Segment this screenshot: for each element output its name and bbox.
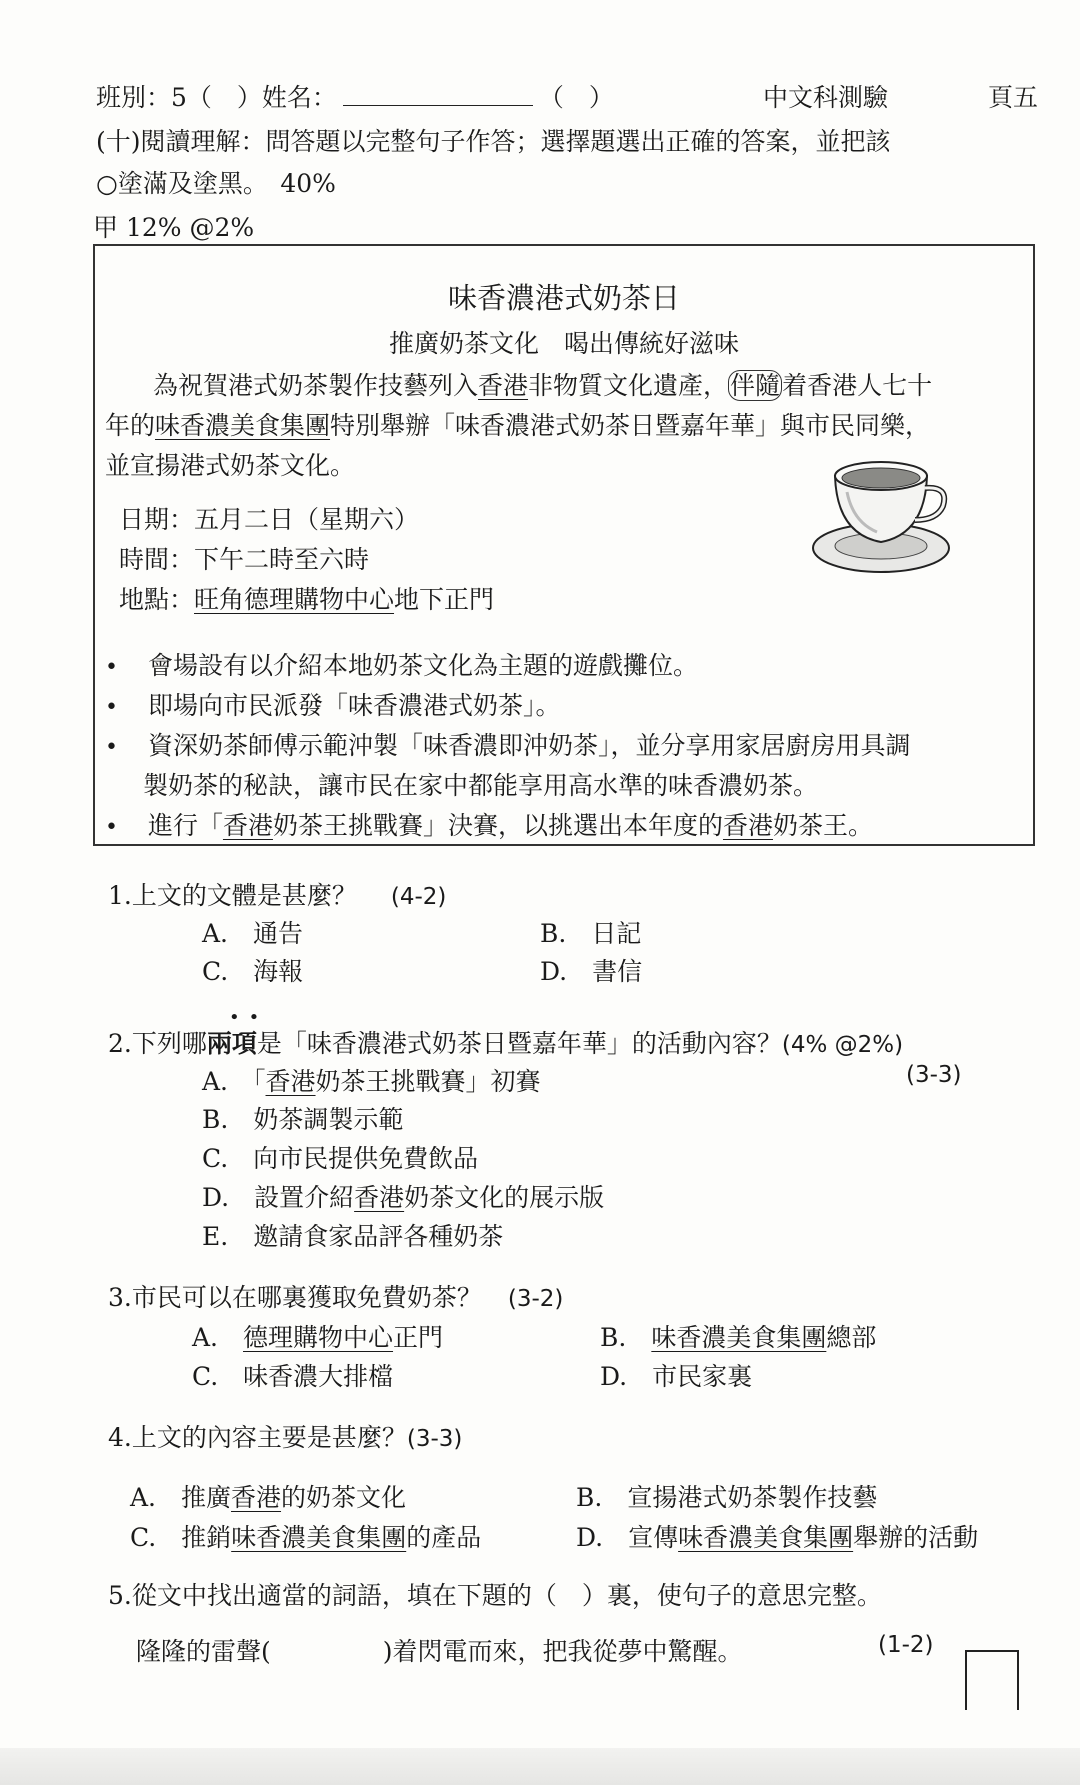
q1-option-d[interactable]: D. 書信 — [540, 957, 643, 986]
q1-option-a[interactable]: A. 通告 — [202, 919, 304, 948]
bullet-item: • 進行「香港奶茶王挑戰賽」決賽，以挑選出本年度的香港奶茶王。 — [105, 811, 874, 840]
part-label: 甲 12% @2% — [93, 213, 255, 242]
passage-title: 味香濃港式奶茶日 — [447, 281, 680, 315]
passage-subtitle: 推廣奶茶文化 喝出傳統好滋味 — [388, 329, 739, 358]
q3-option-d[interactable]: D. 市民家裏 — [600, 1362, 753, 1391]
q1-option-b[interactable]: B. 日記 — [540, 919, 642, 948]
bullet-item: • 會場設有以介紹本地奶茶文化為主題的遊戲攤位。 — [105, 651, 698, 680]
q3-code: (3-2) — [507, 1286, 564, 1312]
q2-option-a[interactable]: A. 「香港奶茶王挑戰賽」初賽 — [202, 1067, 541, 1096]
q4-option-d[interactable]: D. 宣傳味香濃美食集團舉辦的活動 — [576, 1523, 979, 1552]
q1-code: (4-2) — [390, 884, 447, 910]
circled-word: 伴隨 — [730, 371, 781, 400]
header-class-name — [96, 78, 614, 114]
bullet-icon: • — [105, 695, 118, 720]
q4-code: (3-3) — [406, 1426, 463, 1452]
bullet-icon: • — [105, 815, 118, 840]
name-blank[interactable] — [343, 81, 533, 106]
event-place: 地點：旺角德理購物中心地下正門 — [119, 585, 495, 614]
q3-option-a[interactable]: A. 德理購物中心正門 — [192, 1323, 444, 1352]
bullet-item: • 資深奶茶師傅示範沖製「味香濃即沖奶茶」，並分享用家居廚房用具調 — [105, 731, 911, 760]
bullet-item: • 即場向市民派發「味香濃港式奶茶」。 — [105, 691, 561, 720]
subject-title: 中文科測驗 — [763, 83, 889, 112]
class-name-label: 班別：5（ ）姓名： — [96, 83, 337, 112]
bullet-item-continued: 製奶茶的秘訣，讓市民在家中都能享用高水準的味香濃奶茶。 — [143, 771, 819, 800]
score-box — [965, 1650, 1019, 1710]
teacup-icon — [807, 456, 957, 581]
q4-stem: 4.上文的內容主要是甚麼？(3-3) — [108, 1423, 463, 1452]
bullet-icon: • — [105, 655, 118, 680]
passage-intro-line2: 年的味香濃美食集團特別舉辦「味香濃港式奶茶日暨嘉年華」與市民同樂， — [105, 411, 931, 440]
event-date: 日期：五月二日（星期六） — [119, 505, 420, 534]
q5-stem: 5.從文中找出適當的詞語，填在下題的（ ）裏，使句子的意思完整。 — [108, 1581, 882, 1610]
section-instruction-line1: (十)閱讀理解：問答題以完整句子作答；選擇題選出正確的答案，並把該 — [96, 127, 891, 156]
q3-option-c[interactable]: C. 味香濃大排檔 — [192, 1362, 394, 1391]
q1-option-c[interactable]: C. 海報 — [202, 957, 304, 986]
q3-stem: 3.市民可以在哪裏獲取免費奶茶？ (3-2) — [108, 1283, 564, 1312]
q4-option-b[interactable]: B. 宣揚港式奶茶製作技藝 — [576, 1483, 878, 1512]
q1-stem: 1.上文的文體是甚麼？ (4-2) — [108, 881, 447, 910]
q2-option-e[interactable]: E. 邀請食家品評各種奶茶 — [202, 1222, 504, 1251]
q2-code: (3-3) — [906, 1062, 962, 1088]
page-bottom-shadow — [0, 1748, 1080, 1785]
page-number: 頁五 — [988, 83, 1039, 112]
passage-box — [93, 244, 1035, 846]
bullet-icon: • — [105, 735, 118, 760]
passage-intro-line3: 並宣揚港式奶茶文化。 — [105, 451, 356, 480]
q2-option-c[interactable]: C. 向市民提供免費飲品 — [202, 1144, 479, 1173]
q2-stem: 2.下列哪兩項是「味香濃港式奶茶日暨嘉年華」的活動內容？(4% @2%) — [108, 1029, 904, 1058]
q2-option-b[interactable]: B. 奶茶調製示範 — [202, 1105, 404, 1134]
event-time: 時間：下午二時至六時 — [119, 545, 370, 574]
emphasis-dots: •• — [229, 1007, 269, 1028]
q3-option-b[interactable]: B. 味香濃美食集團總部 — [600, 1323, 877, 1352]
q4-option-c[interactable]: C. 推銷味香濃美食集團的產品 — [130, 1523, 482, 1552]
passage-intro-line1: 為祝賀港式奶茶製作技藝列入香港非物質文化遺產，伴隨着香港人七十 — [153, 371, 933, 400]
q2-marks: (4% @2%) — [781, 1032, 904, 1058]
q5-code: (1-2) — [878, 1632, 934, 1658]
q2-option-d[interactable]: D. 設置介紹香港奶茶文化的展示版 — [202, 1183, 605, 1212]
name-paren: （ ） — [538, 83, 614, 112]
q5-sentence: 隆隆的雷聲( )着閃電而來，把我從夢中驚醒。 — [136, 1637, 743, 1666]
q4-option-a[interactable]: A. 推廣香港的奶茶文化 — [130, 1483, 407, 1512]
section-instruction-line2: ○塗滿及塗黑。 40% — [96, 169, 336, 198]
